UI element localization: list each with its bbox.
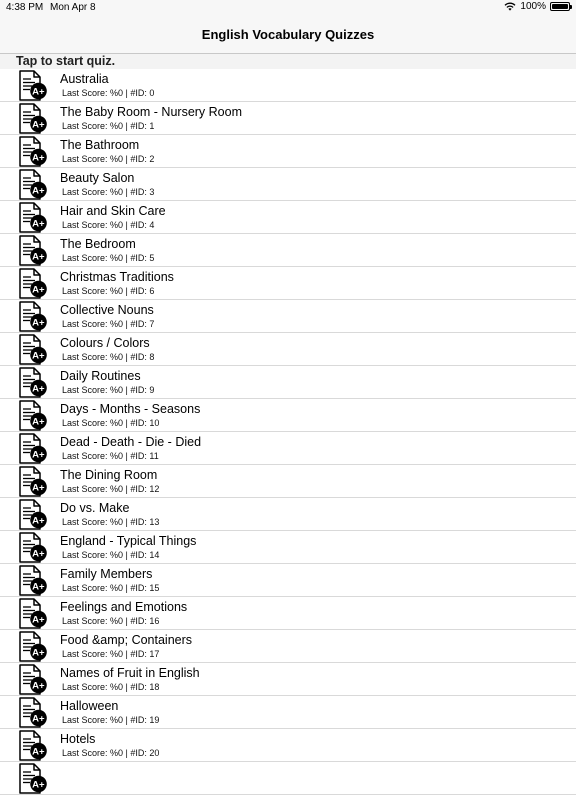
quiz-last-score: Last Score: %0 [62,154,124,164]
document-grade-a-plus-icon [18,301,48,332]
quiz-last-score: Last Score: %0 [62,484,124,494]
quiz-id: #ID: 2 [130,154,155,164]
document-grade-a-plus-icon [18,400,48,431]
quiz-title: Food &amp; Containers [60,633,193,647]
svg-text:A+: A+ [32,581,45,593]
quiz-id: #ID: 5 [130,253,155,263]
status-indicators [504,1,570,12]
quiz-meta [62,187,154,197]
document-grade-a-plus-icon [18,664,48,695]
meta-separator: | [125,616,128,626]
quiz-id: #ID: 6 [130,286,155,296]
quiz-last-score: Last Score: %0 [62,220,124,230]
document-grade-a-plus-icon [18,433,48,464]
quiz-row[interactable] [0,531,576,564]
quiz-id: #ID: 11 [130,451,159,461]
document-grade-a-plus-icon [18,499,48,530]
document-grade-a-plus-icon [18,697,48,728]
navigation-bar [0,16,576,54]
document-grade-a-plus-icon [18,367,48,398]
battery-icon [550,2,570,11]
meta-separator: | [125,715,128,725]
svg-text:A+: A+ [32,416,45,428]
meta-separator: | [125,484,128,494]
quiz-title: The Baby Room - Nursery Room [60,105,243,119]
quiz-last-score: Last Score: %0 [62,550,124,560]
quiz-row[interactable] [0,102,576,135]
svg-text:A+: A+ [32,614,45,626]
meta-separator: | [125,451,128,461]
meta-separator: | [125,253,128,263]
document-grade-a-plus-icon [18,334,48,365]
quiz-title: Christmas Traditions [60,270,174,284]
quiz-title: Daily Routines [60,369,141,383]
quiz-id: #ID: 13 [130,517,160,527]
quiz-row[interactable] [0,498,576,531]
meta-separator: | [125,154,128,164]
quiz-last-score: Last Score: %0 [62,187,124,197]
quiz-id: #ID: 15 [130,583,160,593]
meta-separator: | [125,121,128,131]
quiz-title: Dead - Death - Die - Died [60,435,202,449]
meta-separator: | [125,550,128,560]
svg-text:A+: A+ [32,449,45,461]
quiz-last-score: Last Score: %0 [62,682,124,692]
quiz-meta [62,352,154,362]
quiz-last-score: Last Score: %0 [62,649,124,659]
quiz-meta [62,121,154,131]
quiz-last-score: Last Score: %0 [62,616,124,626]
quiz-row[interactable] [0,333,576,366]
svg-text:A+: A+ [32,152,45,164]
quiz-id: #ID: 7 [130,319,155,329]
document-grade-a-plus-icon [18,598,48,629]
meta-separator: | [125,649,128,659]
quiz-row[interactable] [0,267,576,300]
quiz-title: Hotels [60,732,96,746]
quiz-row[interactable] [0,168,576,201]
svg-text:A+: A+ [32,515,45,527]
quiz-meta [62,451,159,461]
quiz-id: #ID: 17 [130,649,160,659]
meta-separator: | [125,418,128,428]
page-title: English Vocabulary Quizzes [201,27,375,42]
quiz-meta [62,319,154,329]
svg-text:A+: A+ [32,383,45,395]
quiz-meta [62,583,159,593]
quiz-row[interactable] [0,300,576,333]
quiz-meta [62,385,154,395]
quiz-id: #ID: 9 [130,385,155,395]
document-grade-a-plus-icon [18,631,48,662]
quiz-id: #ID: 4 [130,220,155,230]
quiz-id: #ID: 8 [130,352,155,362]
svg-text:A+: A+ [32,746,45,758]
svg-text:A+: A+ [32,317,45,329]
quiz-meta [62,88,154,98]
quiz-row[interactable] [0,729,576,762]
quiz-row[interactable] [0,696,576,729]
quiz-title: Do vs. Make [60,501,130,515]
quiz-title: Australia [60,72,109,86]
quiz-title: Colours / Colors [60,336,150,350]
document-grade-a-plus-icon [18,235,48,266]
quiz-meta [62,517,159,527]
status-time: 4:38 PM [6,2,44,13]
quiz-meta [62,682,159,692]
document-grade-a-plus-icon [18,466,48,497]
document-grade-a-plus-icon [18,565,48,596]
quiz-last-score: Last Score: %0 [62,88,124,98]
quiz-row[interactable] [0,366,576,399]
quiz-id: #ID: 18 [130,682,160,692]
quiz-id: #ID: 0 [130,88,155,98]
quiz-row[interactable] [0,201,576,234]
quiz-title: Halloween [60,699,119,713]
quiz-last-score: Last Score: %0 [62,517,124,527]
quiz-meta [62,253,154,263]
meta-separator: | [125,319,128,329]
quiz-last-score: Last Score: %0 [62,121,124,131]
quiz-row[interactable] [0,564,576,597]
quiz-meta [62,484,159,494]
quiz-title: Names of Fruit in English [60,666,200,680]
quiz-last-score: Last Score: %0 [62,385,124,395]
quiz-row[interactable] [0,663,576,696]
quiz-last-score: Last Score: %0 [62,253,124,263]
meta-separator: | [125,88,128,98]
quiz-title: Hair and Skin Care [60,204,166,218]
svg-text:A+: A+ [32,218,45,230]
svg-text:A+: A+ [32,185,45,197]
quiz-last-score: Last Score: %0 [62,352,124,362]
svg-text:A+: A+ [32,350,45,362]
battery-level [552,4,568,9]
document-grade-a-plus-icon [18,70,48,101]
quiz-row[interactable] [0,399,576,432]
quiz-last-score: Last Score: %0 [62,451,124,461]
svg-text:A+: A+ [32,86,45,98]
battery-percent: 100% [520,1,546,12]
document-grade-a-plus-icon [18,730,48,761]
quiz-list[interactable] [0,69,576,791]
quiz-id: #ID: 19 [130,715,160,725]
svg-text:A+: A+ [32,779,45,791]
svg-text:A+: A+ [32,482,45,494]
quiz-meta [62,715,159,725]
quiz-last-score: Last Score: %0 [62,715,124,725]
quiz-title: Feelings and Emotions [60,600,188,614]
meta-separator: | [125,748,128,758]
meta-separator: | [125,682,128,692]
svg-text:A+: A+ [32,548,45,560]
document-grade-a-plus-icon [18,268,48,299]
meta-separator: | [125,286,128,296]
quiz-last-score: Last Score: %0 [62,286,124,296]
quiz-title: Collective Nouns [60,303,154,317]
quiz-title: England - Typical Things [60,534,197,548]
quiz-row[interactable] [0,762,576,795]
quiz-id: #ID: 10 [130,418,160,428]
quiz-title: The Bedroom [60,237,136,251]
svg-text:A+: A+ [32,647,45,659]
quiz-meta [62,616,159,626]
meta-separator: | [125,187,128,197]
document-grade-a-plus-icon [18,532,48,563]
status-date: Mon Apr 8 [50,2,96,13]
svg-text:A+: A+ [32,680,45,692]
meta-separator: | [125,220,128,230]
quiz-id: #ID: 12 [130,484,160,494]
quiz-meta [62,748,159,758]
document-grade-a-plus-icon [18,763,48,794]
quiz-title: Days - Months - Seasons [60,402,201,416]
wifi-icon [504,2,516,11]
svg-text:A+: A+ [32,119,45,131]
status-bar [0,0,576,16]
svg-text:A+: A+ [32,251,45,263]
meta-separator: | [125,517,128,527]
quiz-last-score: Last Score: %0 [62,748,124,758]
document-grade-a-plus-icon [18,169,48,200]
quiz-meta [62,418,159,428]
quiz-id: #ID: 20 [130,748,160,758]
quiz-row[interactable] [0,135,576,168]
quiz-title: The Dining Room [60,468,158,482]
document-grade-a-plus-icon [18,136,48,167]
quiz-id: #ID: 14 [130,550,160,560]
quiz-row[interactable] [0,234,576,267]
quiz-meta [62,154,154,164]
quiz-row[interactable] [0,630,576,663]
quiz-row[interactable] [0,465,576,498]
svg-text:A+: A+ [32,713,45,725]
quiz-row[interactable] [0,69,576,102]
document-grade-a-plus-icon [18,103,48,134]
quiz-last-score: Last Score: %0 [62,583,124,593]
quiz-title: Family Members [60,567,153,581]
quiz-meta [62,286,154,296]
quiz-last-score: Last Score: %0 [62,319,124,329]
meta-separator: | [125,352,128,362]
section-header [0,54,576,69]
quiz-meta [62,220,154,230]
quiz-row[interactable] [0,432,576,465]
meta-separator: | [125,583,128,593]
quiz-row[interactable] [0,597,576,630]
section-header-label: Tap to start quiz. [16,54,116,68]
document-grade-a-plus-icon [18,202,48,233]
svg-text:A+: A+ [32,284,45,296]
quiz-title: The Bathroom [60,138,140,152]
quiz-meta [62,649,159,659]
quiz-meta [62,550,159,560]
quiz-id: #ID: 1 [130,121,155,131]
quiz-id: #ID: 16 [130,616,160,626]
quiz-last-score: Last Score: %0 [62,418,124,428]
quiz-id: #ID: 3 [130,187,155,197]
quiz-title: Beauty Salon [60,171,135,185]
meta-separator: | [125,385,128,395]
